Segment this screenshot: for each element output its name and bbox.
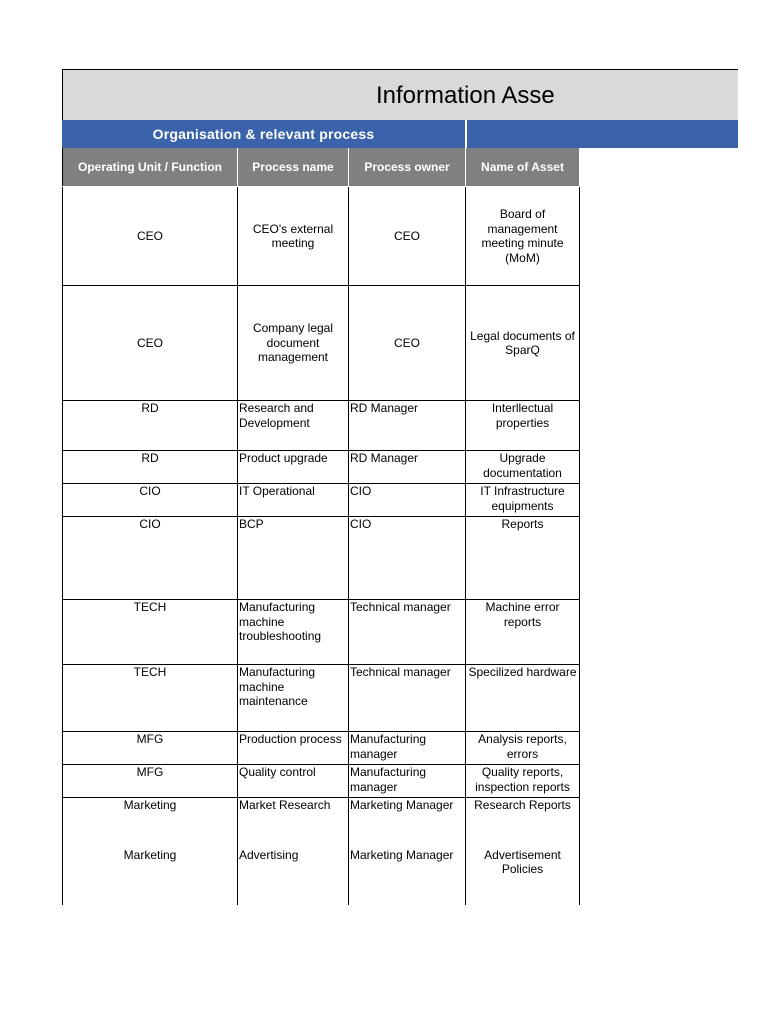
cell-process: Quality control xyxy=(238,765,349,798)
cell-unit: CIO xyxy=(63,517,238,600)
table-row xyxy=(63,798,580,848)
table-row xyxy=(63,517,580,600)
asset-register-table xyxy=(62,148,580,905)
cell-owner: Technical manager xyxy=(349,665,466,732)
cell-process: IT Operational xyxy=(238,484,349,517)
cell-owner: Marketing Manager xyxy=(349,798,466,848)
cell-process: Company legal document management xyxy=(238,286,349,401)
cell-owner: Technical manager xyxy=(349,600,466,665)
cell-owner: CEO xyxy=(349,286,466,401)
cell-asset: Quality reports, inspection reports xyxy=(466,765,580,798)
cell-asset: Advertisement Policies xyxy=(466,848,580,905)
column-header-unit: Operating Unit / Function xyxy=(63,148,238,187)
table-row xyxy=(63,451,580,484)
cell-unit: MFG xyxy=(63,732,238,765)
table-row xyxy=(63,187,580,286)
cell-unit: CEO xyxy=(63,286,238,401)
section-title: Organisation & relevant process xyxy=(152,126,375,142)
cell-process: Product upgrade xyxy=(238,451,349,484)
table-row xyxy=(63,732,580,765)
cell-unit: RD xyxy=(63,401,238,451)
cell-process: Advertising xyxy=(238,848,349,905)
cell-asset: Research Reports xyxy=(466,798,580,848)
cell-unit: CIO xyxy=(63,484,238,517)
cell-unit: Marketing xyxy=(63,848,238,905)
column-header-process: Process name xyxy=(238,148,349,187)
cell-unit: TECH xyxy=(63,600,238,665)
cell-owner: RD Manager xyxy=(349,451,466,484)
cell-asset: Analysis reports, errors xyxy=(466,732,580,765)
column-header-owner: Process owner xyxy=(349,148,466,187)
cell-process: Manufacturing machine troubleshooting xyxy=(238,600,349,665)
sheet-title: Information Asse xyxy=(376,82,555,109)
cell-owner: Marketing Manager xyxy=(349,848,466,905)
column-header-asset: Name of Asset xyxy=(466,148,580,187)
table-row xyxy=(63,484,580,517)
cell-asset: Legal documents of SparQ xyxy=(466,286,580,401)
cell-owner: Manufacturing manager xyxy=(349,765,466,798)
table-row xyxy=(63,665,580,732)
cell-process: Manufacturing machine maintenance xyxy=(238,665,349,732)
table-row xyxy=(63,765,580,798)
cell-owner: CEO xyxy=(349,187,466,286)
cell-unit: MFG xyxy=(63,765,238,798)
cell-asset: Specilized hardware xyxy=(466,665,580,732)
section-divider xyxy=(465,120,467,148)
cell-asset: Reports xyxy=(466,517,580,600)
cell-unit: Marketing xyxy=(63,798,238,848)
cell-process: CEO's external meeting xyxy=(238,187,349,286)
cell-owner: Manufacturing manager xyxy=(349,732,466,765)
cell-owner: CIO xyxy=(349,517,466,600)
cell-owner: RD Manager xyxy=(349,401,466,451)
table-row xyxy=(63,401,580,451)
header-row xyxy=(63,148,580,187)
cell-unit: CEO xyxy=(63,187,238,286)
cell-asset: Board of management meeting minute (MoM) xyxy=(466,187,580,286)
cell-process: Production process xyxy=(238,732,349,765)
cell-process: Research and Development xyxy=(238,401,349,451)
cell-asset: IT Infrastructure equipments xyxy=(466,484,580,517)
cell-unit: RD xyxy=(63,451,238,484)
title-band xyxy=(62,69,738,120)
cell-process: BCP xyxy=(238,517,349,600)
cell-unit: TECH xyxy=(63,665,238,732)
table-row xyxy=(63,286,580,401)
cell-asset: Upgrade documentation xyxy=(466,451,580,484)
cell-process: Market Research xyxy=(238,798,349,848)
cell-owner: CIO xyxy=(349,484,466,517)
table-row xyxy=(63,848,580,905)
cell-asset: Interllectual properties xyxy=(466,401,580,451)
table-row xyxy=(63,600,580,665)
cell-asset: Machine error reports xyxy=(466,600,580,665)
spreadsheet xyxy=(62,69,738,905)
